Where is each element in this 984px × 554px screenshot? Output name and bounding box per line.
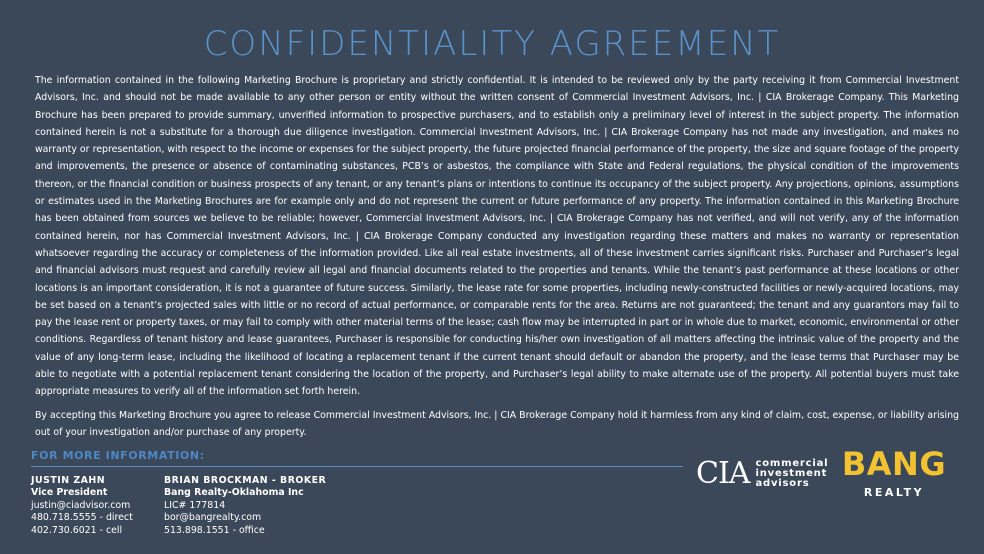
agreement-paragraph: The information contained in the following Marketing Brochure is proprietary and strictly confidential. It is intended to be reviewed only by the party receiving it from Commercial Investment Advisors, Inc. and should not be made available to any other person or entity without the written consent of Commercial Investment Advisors, Inc. | CIA Brokerage Company. This Marketing Brochure has been prepared to provide summary, unverified information to prospective purchasers, and to establish only a preliminary level of interest in the subject property. The information contained herein is not a substitute for a thorough due diligence investigation. Commercial Investment Advisors, Inc. | CIA Brokerage Company has not made any investigation, and makes no warranty or representation, with respect to the income or expenses for the subject property, the future projected financial performance of the property, the size and square footage of the property and improvements, the presence or absence of contaminating substances, PCB’s or asbestos, the compliance with State and Federal regulations, the physical condition of the improvements thereon, or the financial condition or business prospects of any tenant, or any tenant’s plans or intentions to continue its occupancy of the subject property. Any projections, opinions, assumptions or estimates used in the Marketing Brochures are for example only and do not represent the current or future performance of any property. The information contained in this Marketing Brochure has been obtained from sources we believe to be reliable; however, Commercial Investment Advisors, Inc. | CIA Brokerage Company has not verified, and will not verify, any of the information contained herein, nor has Commercial Investment Advisors, Inc. | CIA Brokerage Company conducted any investigation regarding these matters and makes no warranty or representation whatsoever regarding the accuracy or completeness of the information provided. Like all real estate investments, all of these investment carries significant risks. Purchaser and Purchaser’s legal and financial advisors must request and carefully review all legal and financial documents related to the properties and tenants. While the tenant’s past performance at these locations or other locations is an important consideration, it is not a guarantee of future success. Similarly, the lease rate for some properties, including newly-constructed facilities or newly-acquired locations, may be set based on a tenant’s projected sales with little or no record of actual performance, or comparable rents for the area. Returns are not guaranteed; the tenant and any guarantors may fail to pay the lease rent or property taxes, or may fail to comply with other material terms of the lease; cash flow may be interrupted in part or in whole due to market, economic, environmental or other conditions. Regardless of tenant history and lease guarantees, Purchaser is responsible for conducting his/her own investigation of all matters affecting the intrinsic value of the property and the value of any long-term lease, including the likelihood of locating a replacement tenant if the current tenant should default or abandon the property, and the lease terms that Purchaser may be able to negotiate with a potential replacement tenant considering the location of the property, and Purchaser’s legal ability to make alternate use of the property. All potential buyers must take appropriate measures to verify all of the information set forth herein. — [35, 75, 959, 398]
contact-phone[interactable]: 402.730.6021 - cell — [31, 524, 123, 536]
cia-logo-mark: CIA — [696, 456, 750, 491]
contact-license: LIC# 177814 — [164, 499, 226, 511]
contact-phone[interactable]: 513.898.1551 - office — [164, 524, 265, 536]
bang-logo-subtitle: REALTY — [863, 486, 925, 499]
bang-realty-logo — [832, 446, 956, 506]
cia-logo-words — [755, 459, 828, 489]
contact-name: JUSTIN ZAHN — [31, 475, 106, 486]
contact-card — [31, 475, 133, 537]
contact-role: Vice President — [31, 487, 108, 499]
contact-name: BRIAN BROCKMAN - BROKER — [164, 475, 327, 486]
cia-logo-word: advisors — [755, 478, 810, 489]
contact-phone[interactable]: 480.718.5555 - direct — [31, 512, 133, 524]
contact-card — [164, 475, 326, 537]
agreement-text — [35, 72, 959, 441]
contact-email[interactable]: bor@bangrealty.com — [164, 512, 262, 524]
page-title: CONFIDENTIALITY AGREEMENT — [203, 24, 781, 64]
bang-logo-word: BANG — [841, 445, 947, 483]
cia-logo-word: investment — [755, 468, 828, 479]
contact-role: Bang Realty-Oklahoma Inc — [164, 487, 304, 499]
more-info-heading: FOR MORE INFORMATION: — [31, 449, 205, 462]
cia-logo-word: commercial — [755, 458, 829, 469]
cia-logo — [696, 454, 829, 494]
agreement-paragraph: By accepting this Marketing Brochure you agree to release Commercial Investment Advisors, Inc. | CIA Brokerage Company hold it harmless from any kind of claim, cost, expense, or liability arising out of your investigation and/or purchase of any property. — [35, 409, 959, 438]
divider — [31, 466, 683, 467]
contact-email[interactable]: justin@ciadvisor.com — [31, 499, 131, 511]
